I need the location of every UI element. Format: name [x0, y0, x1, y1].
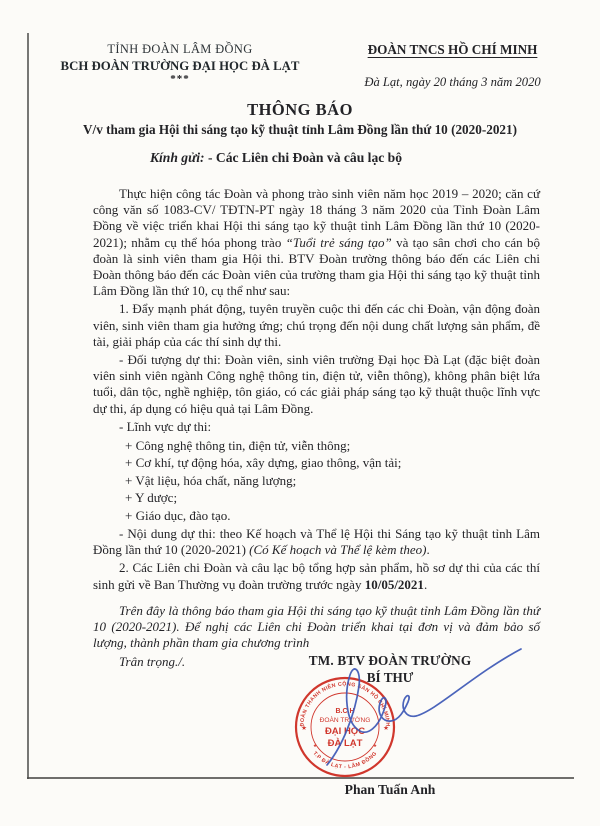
paragraph-content	[93, 526, 540, 558]
fields-list	[93, 437, 540, 524]
submission-deadline: 10/05/2021	[364, 576, 424, 592]
intro-quote: “Tuổi trẻ sáng tạo”	[285, 234, 392, 250]
stamp-star-left-icon: ★	[301, 725, 307, 732]
scan-edge-left	[27, 33, 29, 779]
salutation-recipients: - Các Liên chi Đoàn và câu lạc bộ	[204, 150, 403, 165]
salutation-label: Kính gửi:	[149, 150, 205, 165]
stamp-star-right-icon: ★	[383, 725, 389, 732]
regards-line: Trân trọng./.	[119, 653, 186, 669]
document-header	[30, 42, 575, 90]
paragraph-eligibility: - Đối tượng dự thi: Đoàn viên, sinh viên trường Đại học Đà Lạt (đặc biệt đoàn viên sinh viên ngành Công nghệ thông tin, điện tử, viễn thông), không phân biệt lứa tuổi, dân tộc, nghề nghiệp, tôn giáo, có các giải pháp sáng tạo kỹ thuật thuộc lĩnh vực dự thi, áp dụng có hiệu quả tại Lâm Đồng.	[93, 352, 540, 416]
item2-text: 2. Các Liên chi Đoàn và câu lạc bộ tổng hợp sản phẩm, hồ sơ dự thi của các thí sinh gửi về Ban Thường vụ đoàn trường trước ngày	[93, 560, 540, 592]
item2-period: .	[423, 576, 428, 592]
signature-stroke	[324, 649, 521, 765]
salutation-line	[0, 150, 552, 166]
stamp-arc-top-text: ĐOÀN THANH NIÊN CỘNG SẢN HỒ CHÍ MINH	[299, 681, 391, 727]
paragraph-closing: Trên đây là thông báo tham gia Hội thi sáng tạo kỹ thuật tỉnh Lâm Đồng lần thứ 10 (2020-2021). Để nghị các Liên chi Đoàn triển khai tại đơn vị và đảm bảo số lượng, thành phần tham gia chương trình	[93, 602, 540, 651]
place-dateline: Đà Lạt, ngày 20 tháng 3 năm 2020	[364, 75, 541, 89]
document-subject-line: V/v tham gia Hội thi sáng tạo kỹ thuật tỉnh Lâm Đồng lần thứ 10 (2020-2021)	[83, 122, 517, 137]
document-title: THÔNG BÁO	[247, 100, 353, 119]
stamp-small-star-left-icon: ★	[312, 743, 318, 748]
stamp-center-line4: ĐÀ LẠT	[327, 738, 363, 749]
field-item-it: + Công nghệ thông tin, điện tử, viễn thông;	[125, 438, 351, 454]
content-attachment-note: (Có Kế hoạch và Thể lệ kèm theo)	[249, 542, 427, 558]
field-item-medicine: + Y dược;	[125, 490, 178, 506]
intro-text-post: và tạo sân chơi cho cán bộ đoàn là sinh viên tham gia Hội thi. BTV Đoàn trường thông báo đến các Liên chi Đoàn thông báo đến các Đoàn viên của trường tham gia Hội thi sáng tạo kỹ thuật tỉnh Lâm Đồng lần thứ 10, cụ thể như sau:	[93, 234, 540, 299]
content-text: - Nội dung dự thi: theo Kế hoạch và Thể lệ Hội thi Sáng tạo kỹ thuật tỉnh Lâm Đồng lần thứ 10 (2020-2021)	[93, 526, 540, 558]
national-org-name: ĐOÀN TNCS HỒ CHÍ MINH	[367, 42, 538, 57]
stamp-arc-bottom-text: T.P ĐÀ LẠT - LÂM ĐỒNG	[311, 750, 379, 771]
signer-on-behalf: TM. BTV ĐOÀN TRƯỜNG	[308, 653, 472, 668]
handwritten-signature	[300, 636, 540, 781]
document-body	[93, 186, 540, 672]
stamp-center-line2: ĐOÀN TRƯỜNG	[319, 717, 371, 724]
field-item-materials: + Vật liệu, hóa chất, năng lượng;	[125, 472, 297, 488]
intro-text-pre: Thực hiện công tác Đoàn và phong trào sinh viên năm học 2019 – 2020; căn cứ công văn số 1083-CV/ TĐTN-PT ngày 18 tháng 3 năm 2020 của Tỉnh Đoàn Lâm Đồng về việc triển khai Hội thi sáng tạo kỹ thuật tỉnh Lâm Đồng lần thứ 10 (2020-2021); nhằm cụ thể hóa phong trào	[93, 186, 540, 250]
signer-position: BÍ THƯ	[366, 670, 414, 685]
stamp-small-star-right-icon: ★	[372, 743, 378, 748]
paragraph-item-2	[93, 560, 540, 592]
stamp-center-line3: ĐẠI HỌC	[324, 726, 366, 737]
national-org-block	[330, 42, 575, 90]
paragraph-item-1: 1. Đẩy mạnh phát động, tuyên truyền cuộc thi đến các chi Đoàn, vận động đoàn viên, sinh viên tham gia hưởng ứng; chú trọng đến nội dung chất lượng sản phẩm, đề tài, giải pháp của các thí sinh dự thi.	[93, 301, 540, 349]
org-divider-stars: ***	[170, 73, 190, 85]
issuing-org-block	[30, 42, 330, 90]
paragraph-intro	[93, 186, 540, 299]
content-period: .	[426, 542, 430, 558]
org-name: BCH ĐOÀN TRƯỜNG ĐẠI HỌC ĐÀ LẠT	[60, 59, 300, 73]
fields-label: - Lĩnh vực dự thi:	[119, 418, 212, 434]
signer-name: Phan Tuấn Anh	[344, 782, 436, 797]
field-item-mechanics: + Cơ khí, tự động hóa, xây dựng, giao thông, vận tải;	[125, 455, 402, 471]
org-parent-name: TỈNH ĐOÀN LÂM ĐỒNG	[107, 42, 253, 56]
stamp-center-line1: B.C.H	[335, 708, 355, 715]
field-item-education: + Giáo dục, đào tạo.	[125, 507, 231, 523]
